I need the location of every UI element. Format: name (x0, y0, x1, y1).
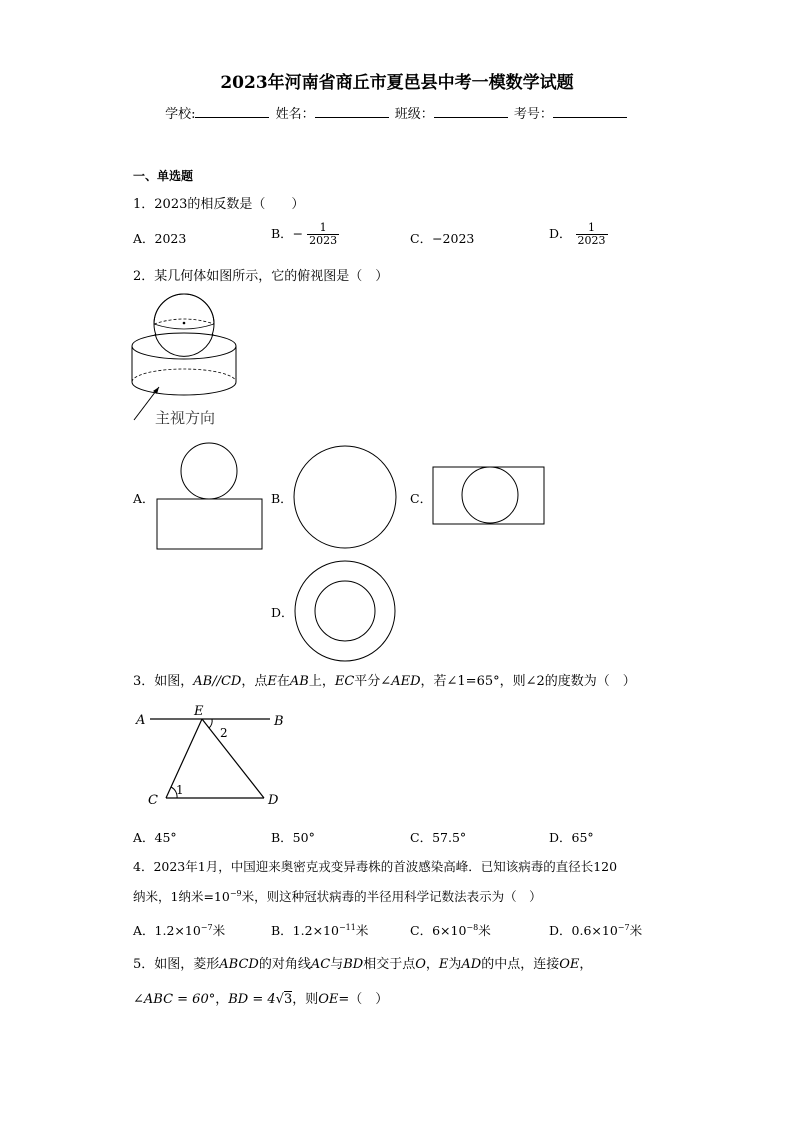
q3-option-b: B．50° (271, 830, 315, 845)
school-blank (195, 104, 269, 118)
point-b-label: B (274, 714, 284, 729)
point-a-label: A (136, 713, 146, 728)
q4-text: 米，则这种冠状病毒的半径用科学记数法表示为（ ） (241, 889, 542, 904)
sphere-upper-arc (154, 294, 214, 324)
circle-shape (181, 443, 237, 499)
q2-option-d-figure (293, 560, 399, 664)
point-c-label: C (148, 793, 158, 808)
q5-math: AD (461, 957, 482, 972)
option-unit: 米 (355, 923, 369, 938)
cylinder-top (132, 333, 236, 359)
outer-circle-shape (295, 561, 395, 661)
q5-text: ， (425, 957, 439, 972)
q1-option-d-label: D． (549, 226, 572, 241)
q3-option-a: A．45° (133, 830, 177, 845)
q3-math: AB (289, 674, 309, 689)
question-3-stem (133, 670, 636, 689)
option-exponent: −11 (338, 922, 356, 932)
cylinder-bottom-front (132, 382, 236, 395)
q3-option-d: D．65° (549, 830, 594, 845)
fraction-numerator: 1 (576, 222, 608, 235)
sqrt-radicand: 3 (283, 992, 293, 1007)
question-4-line-2 (133, 887, 542, 905)
q3-triangle-figure (132, 703, 292, 811)
school-label: 学校: (165, 107, 196, 122)
q2-option-b-figure (293, 445, 399, 551)
q1-option-b (271, 222, 339, 247)
circle-shape (294, 446, 396, 548)
q5-math: ∠ABC = 60° (133, 992, 216, 1007)
sphere-equator (154, 324, 214, 329)
q5-math: E (438, 957, 449, 972)
class-label: 班级： (394, 107, 434, 122)
q4-option-b (271, 921, 368, 939)
q5-text: 的对角线 (258, 957, 311, 972)
q5-math: AC (310, 957, 331, 972)
q3-text: 平分∠ (354, 674, 392, 689)
q2-option-a-figure (155, 441, 265, 551)
section-title: 一、单选题 (133, 169, 194, 183)
rectangle-shape (157, 499, 262, 549)
inner-circle-shape (315, 581, 375, 641)
sqrt-icon: √ (275, 992, 284, 1007)
q5-text: 为 (448, 957, 462, 972)
q5-text: 相交于点 (363, 957, 416, 972)
option-exponent: −7 (200, 922, 213, 932)
option-exponent: −7 (617, 922, 630, 932)
rectangle-shape (433, 467, 544, 524)
cylinder-bottom-back (132, 369, 236, 382)
q5-math: ABCD (219, 957, 259, 972)
angle-2-label: 2 (220, 726, 228, 740)
fraction-denominator: 2023 (577, 234, 606, 247)
q3-math: EC (334, 674, 355, 689)
q3-text: 3．如图， (133, 674, 194, 689)
q1-option-b-fraction (307, 222, 339, 247)
question-2-stem: 2．某几何体如图所示，它的俯视图是（ ） (133, 269, 389, 284)
option-unit: 米 (478, 923, 491, 938)
sphere-center-dot (183, 322, 186, 325)
q1-option-c: C．−2023 (410, 231, 475, 246)
q4-exponent: −9 (229, 888, 242, 898)
page-title: 2023年河南省商丘市夏邑县中考一模数学试题 (220, 73, 574, 93)
exam-number-blank (553, 104, 627, 118)
option-unit: 米 (629, 923, 643, 938)
q1-option-b-label: B．− (271, 226, 304, 241)
option-exponent: −8 (466, 922, 479, 932)
q4-option-d (549, 921, 642, 939)
name-blank (315, 104, 389, 118)
option-base: B．1.2×10 (271, 923, 339, 938)
q3-math: AED (391, 674, 421, 689)
q5-math: BD (343, 957, 364, 972)
q4-option-a (133, 921, 225, 939)
question-1-stem: 1．2023的相反数是（ ） (133, 197, 305, 212)
q3-text: ，若∠1=65°，则∠2的度数为（ ） (420, 674, 636, 689)
q1-option-a: A．2023 (133, 231, 187, 246)
q5-text: 5．如图，菱形 (133, 957, 220, 972)
q2-option-b-label: B． (271, 491, 293, 506)
exam-number-label: 考号： (513, 107, 553, 122)
view-direction-label: 主视方向 (155, 409, 216, 427)
fraction-numerator: 1 (307, 222, 339, 235)
q3-text: 在 (276, 674, 290, 689)
q3-text: 上， (308, 674, 335, 689)
q2-option-a-label: A． (133, 491, 155, 506)
angle-2-arc (209, 719, 212, 728)
q4-text: 纳米，1纳米=10 (133, 889, 230, 904)
q3-text: ，点 (241, 674, 268, 689)
student-info-line (0, 103, 794, 122)
q5-math: OE (559, 957, 580, 972)
q1-option-d (549, 222, 608, 247)
segment-ed (202, 719, 264, 798)
question-5-line-1 (133, 953, 592, 972)
fraction-denominator: 2023 (309, 234, 338, 247)
point-d-label: D (268, 793, 279, 808)
point-e-label: E (194, 704, 204, 719)
name-label: 姓名： (275, 107, 315, 122)
q5-math: BD = 4 (228, 992, 276, 1007)
q4-option-c (410, 921, 491, 939)
q3-option-c: C．57.5° (410, 830, 467, 845)
q3-math: E (267, 674, 277, 689)
q5-text: ， (215, 992, 229, 1007)
option-base: A．1.2×10 (133, 923, 201, 938)
option-base: C．6×10 (410, 923, 467, 938)
q2-option-c-figure (432, 466, 546, 526)
circle-shape (462, 467, 518, 523)
q5-math: OE (318, 992, 339, 1007)
q2-option-d-label: D． (271, 605, 294, 620)
angle-1-label: 1 (176, 783, 184, 797)
q5-text: =（ ） (338, 992, 389, 1007)
q5-text: 的中点，连接 (481, 957, 560, 972)
option-unit: 米 (212, 923, 226, 938)
q3-math: AB//CD (193, 674, 242, 689)
class-blank (434, 104, 508, 118)
q5-text: ， (579, 957, 593, 972)
question-4-line-1: 4．2023年1月，中国迎来奥密克戎变异毒株的首波感染高峰．已知该病毒的直径长120 (133, 859, 618, 874)
q1-option-d-fraction (576, 222, 608, 247)
option-base: D．0.6×10 (549, 923, 618, 938)
question-5-line-2 (133, 988, 388, 1007)
q5-text: 与 (330, 957, 344, 972)
q5-math: O (415, 957, 426, 972)
q2-option-c-label: C． (410, 491, 433, 506)
segment-ec (166, 719, 202, 798)
q5-text: ，则 (292, 992, 319, 1007)
